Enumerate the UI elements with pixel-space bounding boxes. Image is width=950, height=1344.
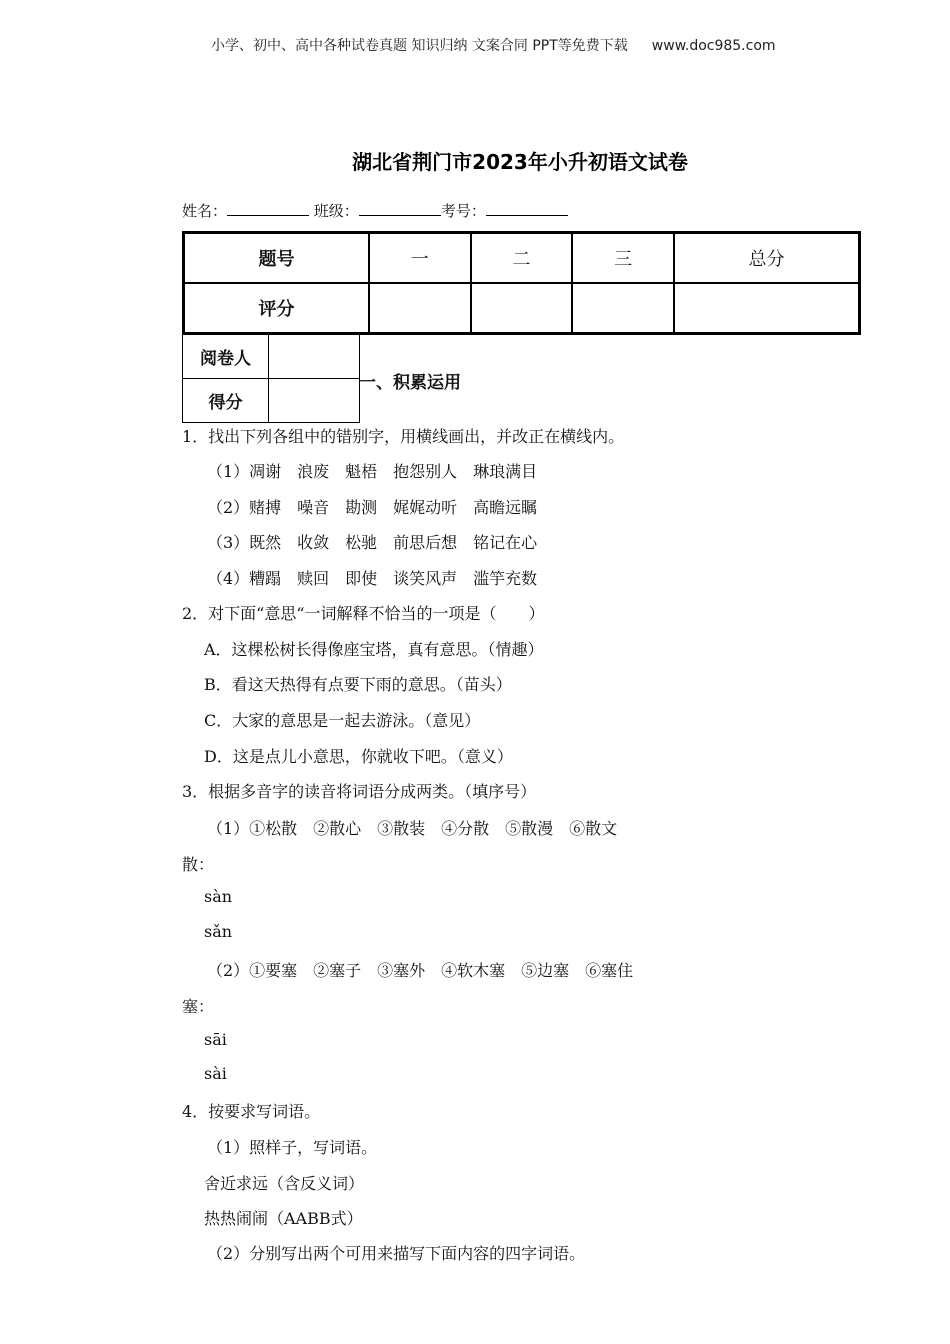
name-blank[interactable] [227,199,309,216]
score-label: 得分 [183,379,269,423]
option-line: D．这是点儿小意思，你就收下吧。（意义） [204,747,513,766]
score-input-cell[interactable] [471,283,573,333]
option-line: C．大家的意思是一起去游泳。（意见） [204,711,481,730]
question-line: 3．根据多音字的读音将词语分成两类。（填序号） [182,782,537,801]
score-cell: 三 [572,233,674,283]
question-line: 舍近求远（含反义词） [204,1174,365,1193]
answer-label: 散： [182,855,215,874]
option-line: A．这棵松树长得像座宝塔，真有意思。（情趣） [204,640,544,659]
class-blank[interactable] [359,199,441,216]
option-line: B．看这天热得有点要下雨的意思。（苗头） [204,675,512,694]
reviewer-input-cell[interactable] [269,335,360,379]
question-line: （1）照样子，写词语。 [207,1138,378,1157]
pinyin-line: sǎn [204,922,233,941]
score-cell: 一 [369,233,471,283]
id-label: 考号： [440,202,486,220]
score-input-cell[interactable] [369,283,471,333]
question-line: 4．按要求写词语。 [182,1102,321,1121]
name-label: 姓名： [182,202,228,220]
question-line: 1．找出下列各组中的错别字，用横线画出，并改正在横线内。 [182,427,625,446]
id-blank[interactable] [486,199,568,216]
pinyin-line: sài [204,1064,227,1083]
question-line: （3）既然 收敛 松驰 前思后想 铭记在心 [207,533,538,552]
question-line: （1）凋谢 浪废 魁梧 抱怨别人 琳琅满目 [207,462,538,481]
score-table [182,231,861,335]
score-cell: 评分 [184,283,369,333]
grader-table [182,334,360,423]
page-title: 湖北省荆门市2023年小升初语文试卷 [352,150,688,174]
class-label: 班级： [313,202,359,220]
pinyin-line: sāi [204,1030,227,1049]
question-line: （2）分别写出两个可用来描写下面内容的四字词语。 [207,1244,586,1263]
student-info [182,199,568,221]
answer-label: 塞： [182,997,215,1016]
score-cell: 总分 [674,233,859,283]
question-line: （4）糟蹋 赎回 即使 谈笑风声 滥竽充数 [207,569,538,588]
header-url[interactable]: www.doc985.com [651,38,776,54]
page-header [211,35,776,55]
question-line: （1）①松散 ②散心 ③散装 ④分散 ⑤散漫 ⑥散文 [207,819,618,838]
pinyin-line: sàn [204,887,233,906]
score-cell: 题号 [184,233,369,283]
score-value-row [184,283,859,333]
score-input-cell[interactable] [269,379,360,423]
section-heading: 一、积累运用 [359,373,461,393]
score-cell: 二 [471,233,573,283]
question-line: （2）①要塞 ②塞子 ③塞外 ④软木塞 ⑤边塞 ⑥塞住 [207,961,634,980]
question-line: （2）赌搏 噪音 勘测 娓娓动听 高瞻远瞩 [207,498,538,517]
score-input-cell[interactable] [674,283,859,333]
question-line: 热热闹闹（AABB式） [204,1209,363,1228]
header-banner: 小学、初中、高中各种试卷真题 知识归纳 文案合同 PPT等免费下载 [211,38,628,54]
score-header-row [184,233,859,283]
score-input-cell[interactable] [572,283,674,333]
reviewer-label: 阅卷人 [183,335,269,379]
question-line: 2．对下面“意思“一词解释不恰当的一项是（ ） [182,604,545,623]
